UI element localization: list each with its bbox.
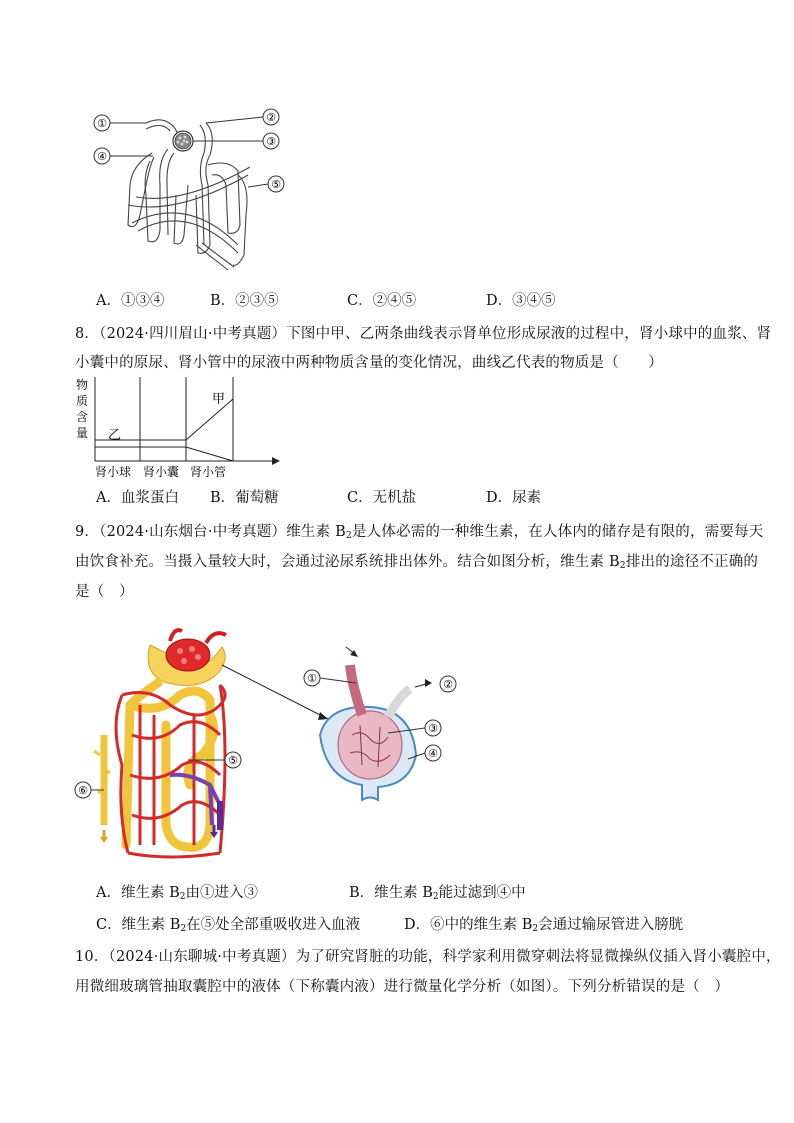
svg-text:①: ① [307,672,317,685]
q9-option-b[interactable]: B．维生素 $B_2$能过滤到④中 [349,885,526,902]
q8-ylabel-2: 质 [76,394,89,408]
q8-ylabel-3: 含 [76,410,89,424]
q8-stem-line-1: 8．（2024·四川眉山·中考真题）下图中甲、乙两条曲线表示肾单位形成尿液的过程中，肾小球中的血浆、肾 [75,326,772,342]
svg-text:⑤: ⑤ [228,754,238,767]
q9-option-d[interactable]: D．⑥中的维生素 $B_2$会通过输尿管进入膀胱 [404,917,684,934]
q7-label-1 [94,115,110,131]
q8-graph [70,377,285,479]
q8-curve-jia-label: 甲 [212,392,226,407]
q10-stem-line-1: 10．（2024·山东聊城·中考真题）为了研究肾脏的功能，科学家利用微穿刺法将显微操纵仪插入肾小囊腔中， [75,949,781,965]
q7-label-2 [263,109,279,125]
svg-text:③: ③ [266,135,276,148]
q9-stem-line-1: 9．（2024·山东烟台·中考真题）维生素 $B_2$是人体必需的一种维生素，在人体内的储存是有限的，需要每天 [75,524,764,541]
q9-label-6 [75,782,104,798]
q8-ylabel-4: 量 [76,426,89,440]
q7-option-a[interactable]: A．①③④ [96,293,165,309]
q7-nephron-figure [88,105,298,275]
svg-text:②: ② [443,678,453,691]
q8-option-b[interactable]: B．葡萄糖 [210,490,279,506]
q7-label-4 [94,148,110,164]
svg-text:④: ④ [428,747,438,760]
svg-text:③: ③ [428,722,438,735]
q8-option-a[interactable]: A．血浆蛋白 [96,490,179,506]
q7-option-d[interactable]: D．③④⑤ [486,293,556,309]
q8-xlabel-3: 肾小管 [190,465,227,479]
svg-text:④: ④ [97,150,107,163]
q9-stem-line-2: 由饮食补充。当摄入量较大时，会通过泌尿系统排出体外。结合如图分析，维生素 $B_2$排出的途径不正确的 [75,554,759,571]
q10-stem-line-2: 用微细玻璃管抽取囊腔中的液体（下称囊内液）进行微量化学分析（如图）。下列分析错误的是（ ） [75,979,730,995]
q8-curve-yi-label: 乙 [108,428,122,443]
q8-ylabel-1: 物 [76,378,89,392]
svg-text:①: ① [97,117,107,130]
q7-option-b[interactable]: B．②③⑤ [210,293,279,309]
q9-nephron-figure [70,625,490,865]
svg-text:②: ② [266,111,276,124]
q9-option-a[interactable]: A．维生素 $B_2$由①进入③ [96,885,258,902]
q8-x-arrow [272,457,280,465]
q7-label-3 [263,133,279,149]
q8-option-c[interactable]: C．无机盐 [347,490,417,506]
svg-text:⑥: ⑥ [78,784,88,797]
q8-option-d[interactable]: D．尿素 [486,490,542,506]
q9-label-2 [440,676,456,692]
svg-text:⑤: ⑤ [271,178,281,191]
q8-xlabel-2: 肾小囊 [143,465,180,479]
q8-curve-yi [95,447,233,461]
q8-stem-line-2: 小囊中的原尿、肾小管中的尿液中两种物质含量的变化情况，曲线乙代表的物质是（ ） [75,355,663,371]
q9-stem-line-3: 是（ ） [75,584,134,600]
q7-option-c[interactable]: C．②④⑤ [347,293,417,309]
q8-xlabel-1: 肾小球 [95,465,132,479]
q9-option-c[interactable]: C．维生素 $B_2$在⑤处全部重吸收进入血液 [96,917,361,934]
q7-label-5 [268,176,284,192]
